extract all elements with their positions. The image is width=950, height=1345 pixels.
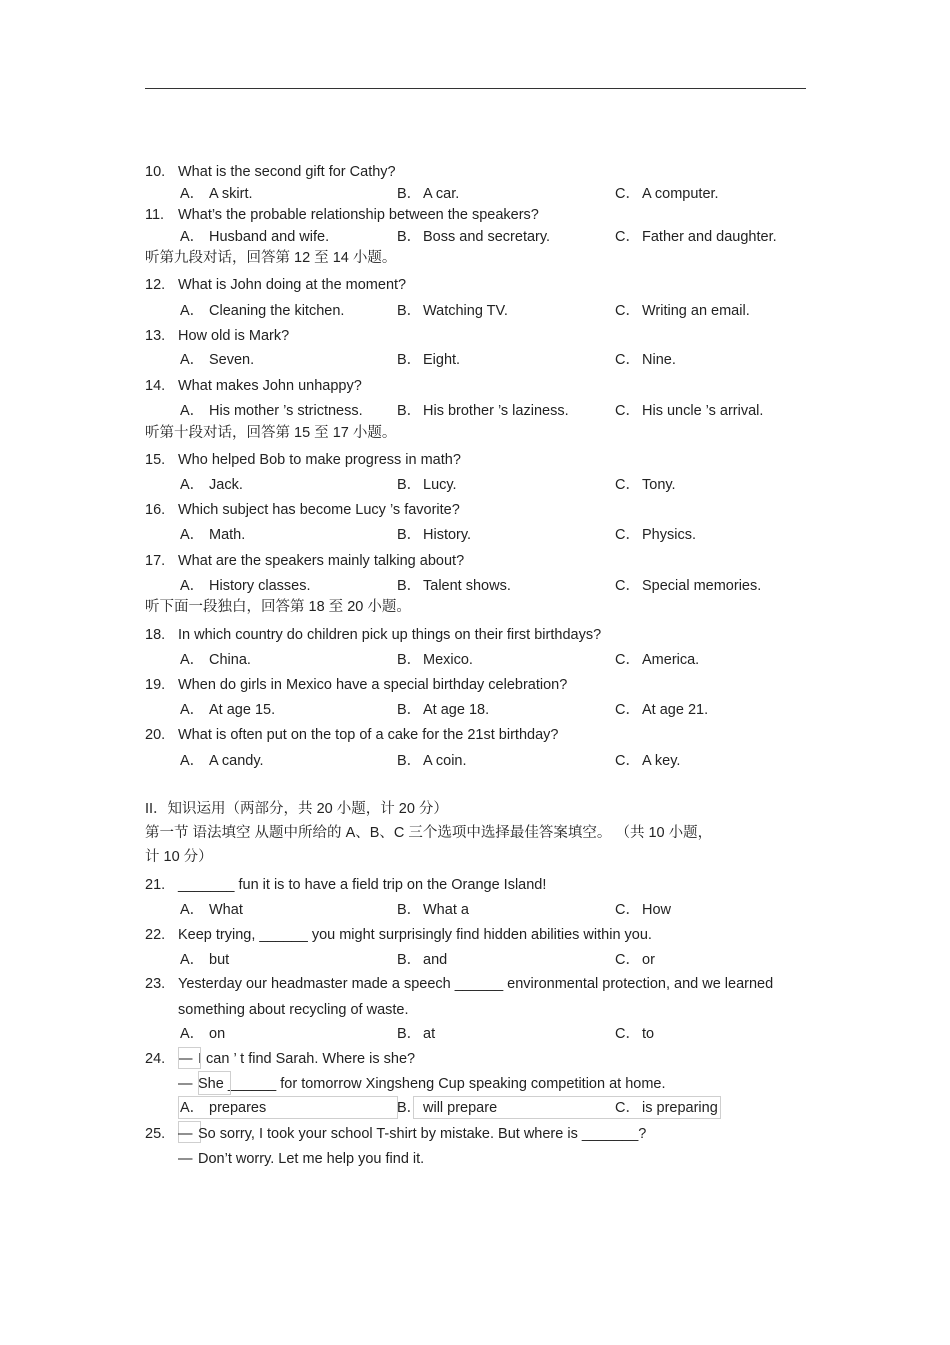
question-number: 17. (145, 553, 166, 569)
option-a: China. (209, 652, 251, 668)
option-c-letter: C． (615, 229, 640, 245)
dialog-line-1: I can ’ t find Sarah. Where is she? (198, 1051, 416, 1067)
question-text-cont: something about recycling of waste. (178, 1002, 409, 1018)
scan-box (413, 1096, 721, 1119)
question-number: 15. (145, 452, 166, 468)
option-a: What (209, 902, 243, 918)
question-number: 10. (145, 164, 166, 180)
option-c-letter: C． (615, 952, 640, 968)
option-a-letter: A． (180, 186, 205, 202)
option-b-letter: B． (397, 1100, 422, 1116)
option-a: Jack. (209, 477, 243, 493)
option-a-letter: A． (180, 477, 205, 493)
option-c: America. (642, 652, 700, 668)
option-c: Father and daughter. (642, 229, 777, 245)
question-number: 18. (145, 627, 166, 643)
option-a: History classes. (209, 578, 311, 594)
option-b: At age 18. (423, 702, 490, 718)
option-b-letter: B． (397, 753, 422, 769)
option-a-letter: A． (180, 352, 205, 368)
option-c: Special memories. (642, 578, 762, 594)
question-text: Who helped Bob to make progress in math? (178, 452, 461, 468)
option-b: at (423, 1026, 436, 1042)
scan-box (198, 1071, 231, 1095)
question-number: 11. (145, 207, 165, 223)
option-a: Seven. (209, 352, 255, 368)
option-b-letter: B． (397, 902, 422, 918)
option-b-letter: B． (397, 952, 422, 968)
question-text: In which country do children pick up things on their first birthdays? (178, 627, 602, 643)
option-c-letter: C． (615, 352, 640, 368)
section-1-heading-cont: 计 10 分） (145, 849, 213, 865)
option-c-letter: C． (615, 186, 640, 202)
option-b-letter: B． (397, 303, 422, 319)
option-b-letter: B． (397, 1026, 422, 1042)
option-b-letter: B． (397, 477, 422, 493)
option-a-letter: A． (180, 229, 205, 245)
option-a-letter: A． (180, 652, 205, 668)
option-c-letter: C． (615, 477, 640, 493)
option-a-letter: A． (180, 403, 205, 419)
question-number: 20. (145, 727, 166, 743)
option-a: on (209, 1026, 226, 1042)
option-a: Cleaning the kitchen. (209, 303, 345, 319)
option-c: A computer. (642, 186, 719, 202)
part-2-heading: II．知识运用（两部分，共 20 小题，计 20 分） (145, 801, 448, 817)
option-a: Husband and wife. (209, 229, 330, 245)
question-text: What are the speakers mainly talking about? (178, 553, 465, 569)
option-c-letter: C． (615, 1100, 640, 1116)
option-c: to (642, 1026, 655, 1042)
option-b: History. (423, 527, 472, 543)
question-number: 21. (145, 877, 166, 893)
option-b-letter: B． (397, 527, 422, 543)
question-number: 23. (145, 976, 166, 992)
option-b: Talent shows. (423, 578, 511, 594)
option-b-letter: B． (397, 186, 422, 202)
option-c-letter: C． (615, 527, 640, 543)
option-b: Lucy. (423, 477, 457, 493)
question-text: What is John doing at the moment? (178, 277, 407, 293)
option-a: A candy. (209, 753, 264, 769)
option-a-letter: A． (180, 303, 205, 319)
question-number: 16. (145, 502, 166, 518)
option-c: Physics. (642, 527, 696, 543)
option-a-letter: A． (180, 702, 205, 718)
option-a: but (209, 952, 230, 968)
option-a-letter: A． (180, 902, 205, 918)
dialog-line-2: She ______ for tomorrow Xingsheng Cup speaking competition at home. (198, 1076, 666, 1092)
option-a-letter: A． (180, 952, 205, 968)
option-b: His brother ’s laziness. (423, 403, 569, 419)
header-rule (145, 88, 806, 89)
question-text: _______ fun it is to have a field trip on the Orange Island! (178, 877, 547, 893)
scan-box (178, 1096, 398, 1119)
question-text: What is the second gift for Cathy? (178, 164, 396, 180)
dialog-dash: — (178, 1051, 193, 1067)
option-a-letter: A． (180, 1100, 205, 1116)
option-c: Writing an email. (642, 303, 750, 319)
option-b-letter: B． (397, 229, 422, 245)
dialog-line-1: So sorry, I took your school T-shirt by mistake. But where is _______? (198, 1126, 647, 1142)
option-c: At age 21. (642, 702, 709, 718)
instruction-dialog-10: 听第十段对话，回答第 15 至 17 小题。 (145, 425, 397, 441)
option-b: A car. (423, 186, 460, 202)
question-text: When do girls in Mexico have a special birthday celebration? (178, 677, 568, 693)
option-b-letter: B． (397, 702, 422, 718)
option-c-letter: C． (615, 702, 640, 718)
option-b: What a (423, 902, 469, 918)
question-number: 24. (145, 1051, 166, 1067)
option-c: or (642, 952, 655, 968)
dialog-line-2: Don’t worry. Let me help you find it. (198, 1151, 425, 1167)
option-b-letter: B． (397, 652, 422, 668)
option-a: At age 15. (209, 702, 276, 718)
option-c: A key. (642, 753, 681, 769)
dialog-dash: — (178, 1151, 193, 1167)
option-b-letter: B． (397, 403, 422, 419)
question-number: 25. (145, 1126, 166, 1142)
option-a-letter: A． (180, 578, 205, 594)
question-number: 12. (145, 277, 166, 293)
question-number: 14. (145, 378, 166, 394)
option-a: His mother ’s strictness. (209, 403, 363, 419)
question-number: 13. (145, 328, 166, 344)
scan-box (178, 1047, 201, 1069)
option-b-letter: B． (397, 578, 422, 594)
option-c: His uncle ’s arrival. (642, 403, 764, 419)
option-c: is preparing (642, 1100, 718, 1116)
option-b: and (423, 952, 448, 968)
option-c: Tony. (642, 477, 676, 493)
option-a: A skirt. (209, 186, 253, 202)
instruction-dialog-9: 听第九段对话，回答第 12 至 14 小题。 (145, 250, 397, 266)
question-text: What’s the probable relationship between the speakers? (178, 207, 539, 223)
instruction-monologue: 听下面一段独白，回答第 18 至 20 小题。 (145, 599, 411, 615)
option-a-letter: A． (180, 527, 205, 543)
question-text: What is often put on the top of a cake for the 21st birthday? (178, 727, 559, 743)
option-c-letter: C． (615, 578, 640, 594)
option-b-letter: B． (397, 352, 422, 368)
option-a: prepares (209, 1100, 267, 1116)
question-text: Keep trying, ______ you might surprisingly find hidden abilities within you. (178, 927, 652, 943)
option-b: will prepare (423, 1100, 498, 1116)
option-c-letter: C． (615, 902, 640, 918)
option-a: Math. (209, 527, 246, 543)
question-text: Which subject has become Lucy ’s favorite? (178, 502, 460, 518)
question-number: 22. (145, 927, 166, 943)
option-c: How (642, 902, 672, 918)
option-b: Watching TV. (423, 303, 508, 319)
option-c: Nine. (642, 352, 676, 368)
option-b: Boss and secretary. (423, 229, 551, 245)
dialog-dash: — (178, 1126, 193, 1142)
question-text: How old is Mark? (178, 328, 290, 344)
option-c-letter: C． (615, 403, 640, 419)
question-number: 19. (145, 677, 166, 693)
option-b: Eight. (423, 352, 461, 368)
option-c-letter: C． (615, 1026, 640, 1042)
question-text: What makes John unhappy? (178, 378, 362, 394)
option-b: A coin. (423, 753, 467, 769)
question-text: Yesterday our headmaster made a speech ______ environmental protection, and we learned (178, 976, 774, 992)
option-a-letter: A． (180, 753, 205, 769)
section-1-heading: 第一节 语法填空 从题中所给的 A、B、C 三个选项中选择最佳答案填空。 （共 10 小题， (145, 825, 713, 841)
option-b: Mexico. (423, 652, 473, 668)
option-a-letter: A． (180, 1026, 205, 1042)
option-c-letter: C． (615, 303, 640, 319)
option-c-letter: C． (615, 753, 640, 769)
option-c-letter: C． (615, 652, 640, 668)
dialog-dash: — (178, 1076, 193, 1092)
